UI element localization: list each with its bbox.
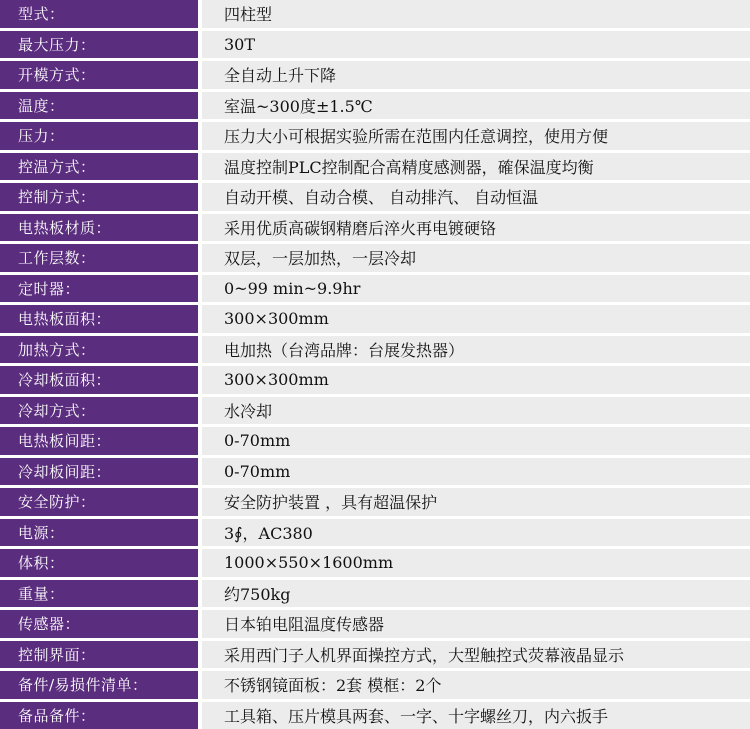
spec-label: 传感器： [0,610,198,638]
spec-value: 30T [202,31,750,59]
spec-value: 日本铂电阻温度传感器 [202,610,750,638]
spec-label: 型式： [0,0,198,28]
spec-row-timer [0,275,750,306]
spec-label: 电热板面积： [0,305,198,333]
spec-label: 温度： [0,92,198,120]
spec-value: 0-70mm [202,427,750,455]
spec-row-heating-plate-area [0,305,750,336]
spec-label: 冷却板面积： [0,366,198,394]
spec-label: 电热板材质： [0,214,198,242]
spec-row-spare-parts-list [0,671,750,702]
spec-row-power [0,519,750,550]
spec-label: 控制方式： [0,183,198,211]
spec-value: 压力大小可根据实验所需在范围内任意调控，使用方便 [202,122,750,150]
spec-value: 温度控制PLC控制配合高精度感测器，確保温度均衡 [202,153,750,181]
spec-label: 电热板间距： [0,427,198,455]
spec-row-temp-control [0,153,750,184]
spec-label: 重量： [0,580,198,608]
spec-value: 双层，一层加热，一层冷却 [202,244,750,272]
spec-row-temperature [0,92,750,123]
spec-row-plate-material [0,214,750,245]
spec-label: 备件/易损件清单： [0,671,198,699]
spec-value: 采用西门子人机界面操控方式，大型触控式荧幕液晶显示 [202,641,750,669]
spec-label: 工作层数： [0,244,198,272]
spec-row-cooling-method [0,397,750,428]
spec-row-safety [0,488,750,519]
spec-value: 四柱型 [202,0,750,28]
spec-row-weight [0,580,750,611]
spec-row-spare-accessories [0,702,750,729]
spec-label: 冷却板间距： [0,458,198,486]
spec-value: 采用优质高碳钢精磨后淬火再电镀硬铬 [202,214,750,242]
spec-value: 0-70mm [202,458,750,486]
spec-label: 定时器： [0,275,198,303]
spec-value: 3∮，AC380 [202,519,750,547]
spec-label: 控制界面： [0,641,198,669]
spec-row-pressure [0,122,750,153]
spec-value: 工具箱、压片模具两套、一字、十字螺丝刀，内六扳手 [202,702,750,729]
spec-value: 全自动上升下降 [202,61,750,89]
spec-row-max-pressure [0,31,750,62]
spec-value: 室温~300度±1.5℃ [202,92,750,120]
spec-label: 备品备件： [0,702,198,729]
spec-value: 300×300mm [202,366,750,394]
spec-value: 约750kg [202,580,750,608]
spec-label: 最大压力： [0,31,198,59]
spec-value: 安全防护装置 ，具有超温保护 [202,488,750,516]
spec-row-mold-opening [0,61,750,92]
spec-row-heating-method [0,336,750,367]
spec-row-volume [0,549,750,580]
spec-row-model [0,0,750,31]
spec-row-cooling-plate-area [0,366,750,397]
spec-label: 电源： [0,519,198,547]
spec-label: 安全防护： [0,488,198,516]
spec-row-sensor [0,610,750,641]
spec-value: 自动开模、自动合模、 自动排汽、 自动恒温 [202,183,750,211]
spec-label: 冷却方式： [0,397,198,425]
spec-value: 1000×550×1600mm [202,549,750,577]
spec-value: 300×300mm [202,305,750,333]
spec-value: 电加热（台湾品牌：台展发热器） [202,336,750,364]
spec-value: 0~99 min~9.9hr [202,275,750,303]
spec-value: 不锈钢镜面板：2套 模框：2个 [202,671,750,699]
spec-row-control-mode [0,183,750,214]
spec-label: 压力： [0,122,198,150]
spec-label: 控温方式： [0,153,198,181]
spec-label: 开模方式： [0,61,198,89]
spec-row-cooling-plate-gap [0,458,750,489]
spec-label: 体积： [0,549,198,577]
spec-label: 加热方式： [0,336,198,364]
spec-value: 水冷却 [202,397,750,425]
spec-row-control-interface [0,641,750,672]
spec-row-heating-plate-gap [0,427,750,458]
spec-row-layers [0,244,750,275]
